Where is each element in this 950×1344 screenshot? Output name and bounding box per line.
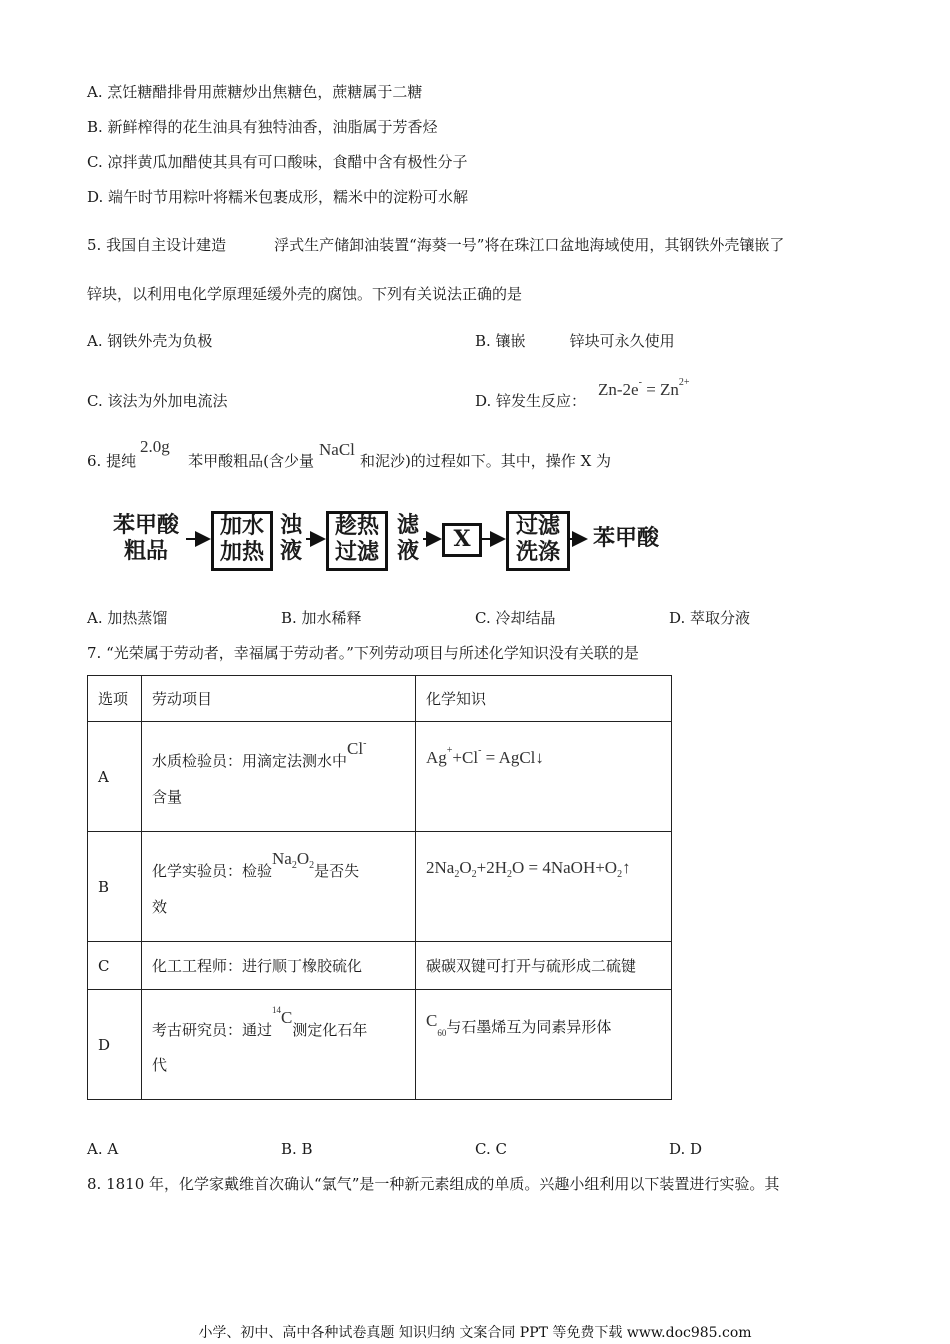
table-row [88,722,672,832]
q4-option-a: A. 烹饪糖醋排骨用蔗糖炒出焦糖色，蔗糖属于二糖 [87,83,423,101]
q5-option-d: D. 锌发生反应： [475,392,587,410]
q4-option-d: D. 端午时节用粽叶将糯米包裹成形，糯米中的淀粉可水解 [87,188,469,206]
flow-end: 苯甲酸 [592,526,659,551]
row-a-knowledge: Ag++Cl- = AgCl↓ [416,722,672,832]
row-b-option: B [88,832,142,942]
q8-stem: 8. 1810 年，化学家戴维首次确认“氯气”是一种新元素组成的单质。兴趣小组利用以下装置进行实验。其 [87,1175,780,1193]
q5-option-c: C. 该法为外加电流法 [87,392,228,410]
row-d-option: D [88,990,142,1100]
row-b-project: 化学实验员：检验$Na_2O_2$是否失 效 [142,832,416,942]
header-knowledge: 化学知识 [416,676,672,722]
row-c-knowledge: 碳碳双键可打开与硫形成二硫键 [416,942,672,990]
q7-option-a: A. A [87,1140,119,1158]
flow-box-heat: 加水 加热 [211,511,273,571]
q6-option-c: C. 冷却结晶 [475,609,556,627]
q5-zn-formula: $Zn-2e^- = Zn^{2+}$ [598,377,690,399]
flow-filtrate: 滤 液 [396,513,419,564]
row-d-project: 考古研究员：通过$^{14}$C测定化石年 代 [142,990,416,1100]
q6-nacl: NaCl [319,440,355,459]
q5-stem: 5. 我国自主设计建造 浮式生产储卸油装置“海葵一号”将在珠江口盆地海域使用，其钢铁外壳镶嵌了 [87,236,785,254]
flow-box-x: X [442,523,482,557]
row-a-project: 水质检验员：用滴定法测水中Cl- 含量 [142,722,416,832]
row-d-knowledge: $C_{60}$与石墨烯互为同素异形体 [416,990,672,1100]
q5-option-a: A. 钢铁外壳为负极 [87,332,213,350]
table-row [88,990,672,1100]
page-footer: 小学、初中、高中各种试卷真题 知识归纳 文案合同 PPT 等免费下载 www.doc985.com [198,1325,752,1341]
q6-stem: 6. 提纯 苯甲酸粗品(含少量 和泥沙)的过程如下。其中，操作 X 为 [87,452,612,470]
row-c-project: 化工工程师：进行顺丁橡胶硫化 [142,942,416,990]
flow-start: 苯甲酸 粗品 [112,513,179,564]
q7-table [87,675,672,1100]
header-project: 劳动项目 [142,676,416,722]
flow-box-hot-filter: 趁热 过滤 [326,511,388,571]
flow-turbid: 浊 液 [279,513,302,564]
q5-option-b: B. 镶嵌 锌块可永久使用 [475,332,675,350]
q5-stem-line2: 锌块，以利用电化学原理延缓外壳的腐蚀。下列有关说法正确的是 [87,285,523,303]
table-row [88,832,672,942]
q7-stem: 7. “光荣属于劳动者，幸福属于劳动者。”下列劳动项目与所述化学知识没有关联的是 [87,644,639,662]
q7-option-b: B. B [281,1140,313,1158]
q6-option-b: B. 加水稀释 [281,609,362,627]
q4-option-b: B. 新鲜榨得的花生油具有独特油香，油脂属于芳香烃 [87,118,438,136]
q6-option-d: D. 萃取分液 [669,609,751,627]
q4-option-c: C. 凉拌黄瓜加醋使其具有可口酸味，食醋中含有极性分子 [87,153,468,171]
q6-option-a: A. 加热蒸馏 [87,609,168,627]
table-header-row [88,676,672,722]
q6-mass: 2.0g [140,437,170,456]
row-c-option: C [88,942,142,990]
row-a-option: A [88,722,142,832]
q7-option-c: C. C [475,1140,507,1158]
flow-box-filter-wash: 过滤 洗涤 [506,511,570,571]
header-option: 选项 [88,676,142,722]
table-row [88,942,672,990]
row-b-knowledge: $2Na_2O_2+2H_2O$ = $4NaOH+O_2↑$ [416,832,672,942]
q7-option-d: D. D [669,1140,703,1158]
